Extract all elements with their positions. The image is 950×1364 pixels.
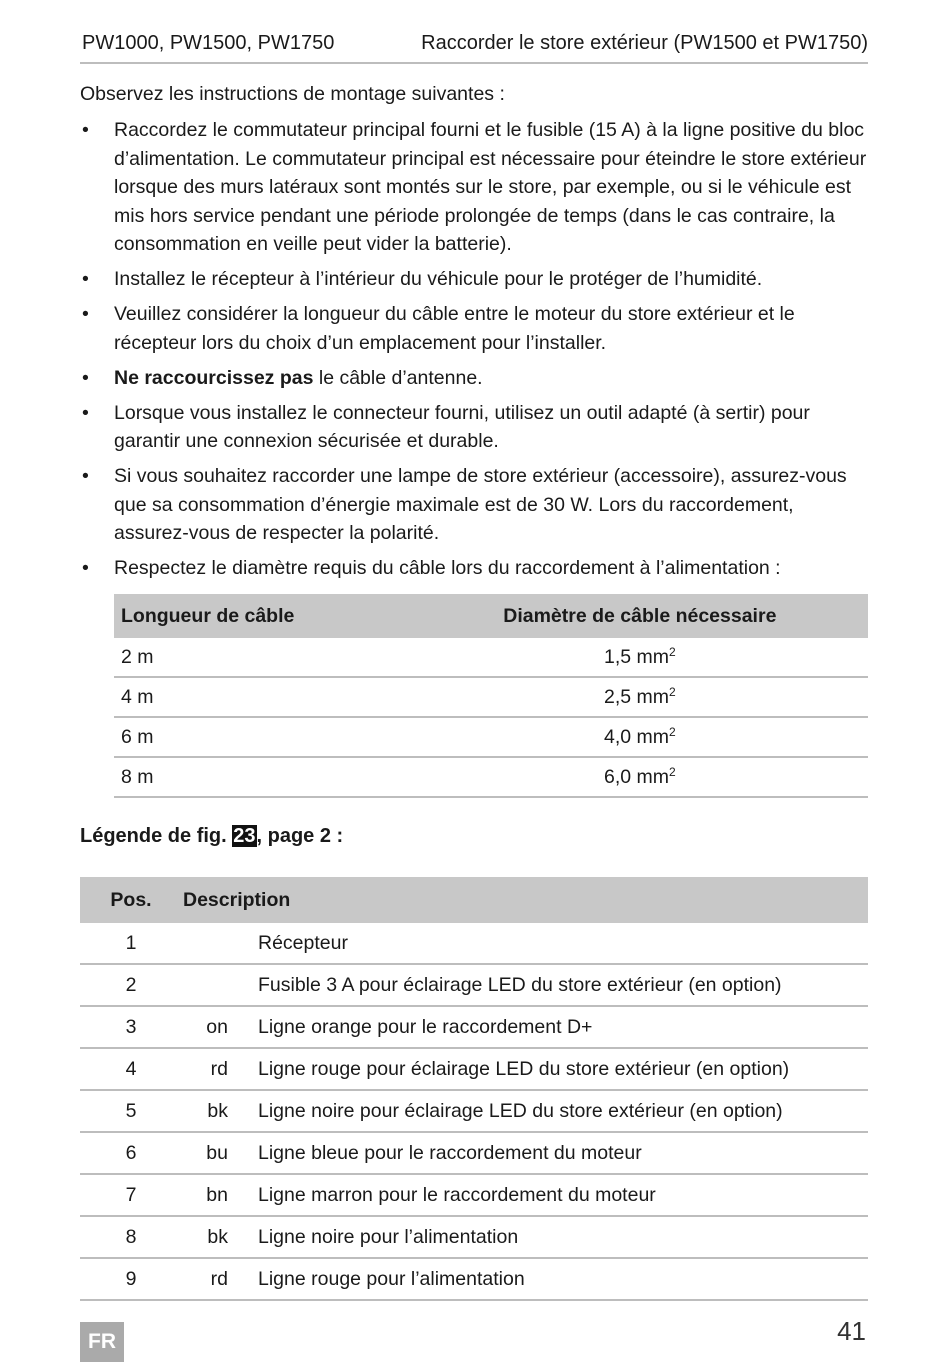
pos: 4: [80, 1048, 182, 1090]
bullet-icon: •: [82, 268, 89, 290]
table-row: [80, 1216, 868, 1258]
pos: 1: [80, 923, 182, 964]
bullet-icon: •: [82, 557, 89, 579]
table-row: [80, 1132, 868, 1174]
figure-number: 23: [233, 825, 256, 847]
table-row: [114, 677, 868, 717]
legend-table: [80, 877, 868, 1301]
bullet-text: Raccordez le commutateur principal fourni et le fusible (15 A) à la ligne positive du bloc d’alimentation. Le commutateur principal est nécessaire pour éteindre le store extérieur lorsque des murs latéraux sont montés sur le store, par exemple, ou si le véhicule est mis hors service pendant une période prolongée de temps (dans le cas contraire, la consommation en veille peut vider la batterie).: [114, 119, 867, 255]
description: Fusible 3 A pour éclairage LED du store extérieur (en option): [257, 964, 868, 1006]
cable-length: 2 m: [114, 638, 412, 677]
legend-prefix: Légende de fig.: [80, 825, 233, 847]
table-row: [80, 1174, 868, 1216]
page-header: [80, 32, 868, 64]
col-pos: Pos.: [80, 877, 182, 923]
bullet-icon: •: [82, 465, 89, 487]
page-number: 41: [837, 1316, 866, 1346]
bullet-item: [80, 300, 868, 357]
wire-code: bk: [182, 1090, 257, 1132]
language-badge: FR: [80, 1322, 124, 1362]
wire-code: bu: [182, 1132, 257, 1174]
legend-title: [80, 825, 343, 848]
diameter-value: 1,5 mm: [603, 646, 669, 668]
cable-table: [114, 594, 868, 798]
wire-code: [182, 923, 257, 964]
cable-diameter: [412, 638, 868, 677]
bullet-text: Installez le récepteur à l’intérieur du véhicule pour le protéger de l’humidité.: [114, 268, 763, 290]
description: Récepteur: [257, 923, 868, 964]
description: Ligne marron pour le raccordement du moteur: [257, 1174, 868, 1216]
header-section: Raccorder le store extérieur (PW1500 et PW1750): [421, 32, 868, 54]
table-row: [114, 757, 868, 797]
col-description: Description: [182, 877, 868, 923]
table-row: [80, 1006, 868, 1048]
bullet-text: Veuillez considérer la longueur du câble entre le moteur du store extérieur et le récepteur lors du choix d’un emplacement pour l’installer.: [114, 303, 795, 354]
cable-diameter: [412, 717, 868, 757]
legend-suffix: , page 2 :: [256, 825, 344, 847]
bullet-icon: •: [82, 303, 89, 325]
bullet-icon: •: [82, 366, 89, 389]
diameter-exponent: 2: [669, 645, 676, 659]
cable-diameter: [412, 757, 868, 797]
cable-length: 6 m: [114, 717, 412, 757]
bullet-item: [80, 554, 868, 583]
diameter-exponent: 2: [669, 685, 676, 699]
cable-diameter: [412, 677, 868, 717]
diameter-value: 4,0 mm: [603, 726, 669, 748]
wire-code: bn: [182, 1174, 257, 1216]
bullet-item: [80, 364, 868, 393]
cable-length: 4 m: [114, 677, 412, 717]
diameter-value: 2,5 mm: [603, 686, 669, 708]
wire-code: bk: [182, 1216, 257, 1258]
description: Ligne rouge pour l’alimentation: [257, 1258, 868, 1300]
table-row: [80, 964, 868, 1006]
instruction-list: [80, 116, 868, 589]
description: Ligne noire pour l’alimentation: [257, 1216, 868, 1258]
bullet-item: [80, 265, 868, 294]
diameter-exponent: 2: [669, 765, 676, 779]
table-row: [80, 1258, 868, 1300]
col-length: Longueur de câble: [114, 594, 412, 638]
table-row: [80, 923, 868, 964]
pos: 2: [80, 964, 182, 1006]
pos: 9: [80, 1258, 182, 1300]
diameter-value: 6,0 mm: [603, 766, 669, 788]
bullet-item: [80, 462, 868, 548]
bullet-text: Si vous souhaitez raccorder une lampe de store extérieur (accessoire), assurez-vous que sa consommation d’énergie maximale est de 30 W. Lors du raccordement, assurez-vous de respecter la polarité.: [114, 465, 847, 544]
description: Ligne rouge pour éclairage LED du store extérieur (en option): [257, 1048, 868, 1090]
pos: 3: [80, 1006, 182, 1048]
cable-length: 8 m: [114, 757, 412, 797]
bullet-text: Respectez le diamètre requis du câble lors du raccordement à l’alimentation :: [114, 557, 781, 579]
table-row: [80, 1090, 868, 1132]
wire-code: on: [182, 1006, 257, 1048]
table-row: [80, 1048, 868, 1090]
bullet-bold: Ne raccourcissez pas: [114, 366, 314, 389]
pos: 8: [80, 1216, 182, 1258]
bullet-item: [80, 399, 868, 456]
bullet-item: [80, 116, 868, 259]
description: Ligne orange pour le raccordement D+: [257, 1006, 868, 1048]
diameter-exponent: 2: [669, 725, 676, 739]
description: Ligne noire pour éclairage LED du store extérieur (en option): [257, 1090, 868, 1132]
pos: 6: [80, 1132, 182, 1174]
header-models: PW1000, PW1500, PW1750: [82, 32, 335, 54]
table-row: [114, 638, 868, 677]
wire-code: [182, 964, 257, 1006]
bullet-icon: •: [82, 119, 89, 141]
intro-text: Observez les instructions de montage suivantes :: [80, 83, 505, 105]
pos: 5: [80, 1090, 182, 1132]
description: Ligne bleue pour le raccordement du moteur: [257, 1132, 868, 1174]
table-row: [114, 717, 868, 757]
wire-code: rd: [182, 1258, 257, 1300]
bullet-text: Lorsque vous installez le connecteur fourni, utilisez un outil adapté (à sertir) pour garantir une connexion sécurisée et durable.: [114, 401, 810, 452]
pos: 7: [80, 1174, 182, 1216]
bullet-icon: •: [82, 401, 89, 424]
bullet-text: le câble d’antenne.: [313, 366, 483, 389]
col-diameter: Diamètre de câble nécessaire: [412, 594, 868, 638]
wire-code: rd: [182, 1048, 257, 1090]
